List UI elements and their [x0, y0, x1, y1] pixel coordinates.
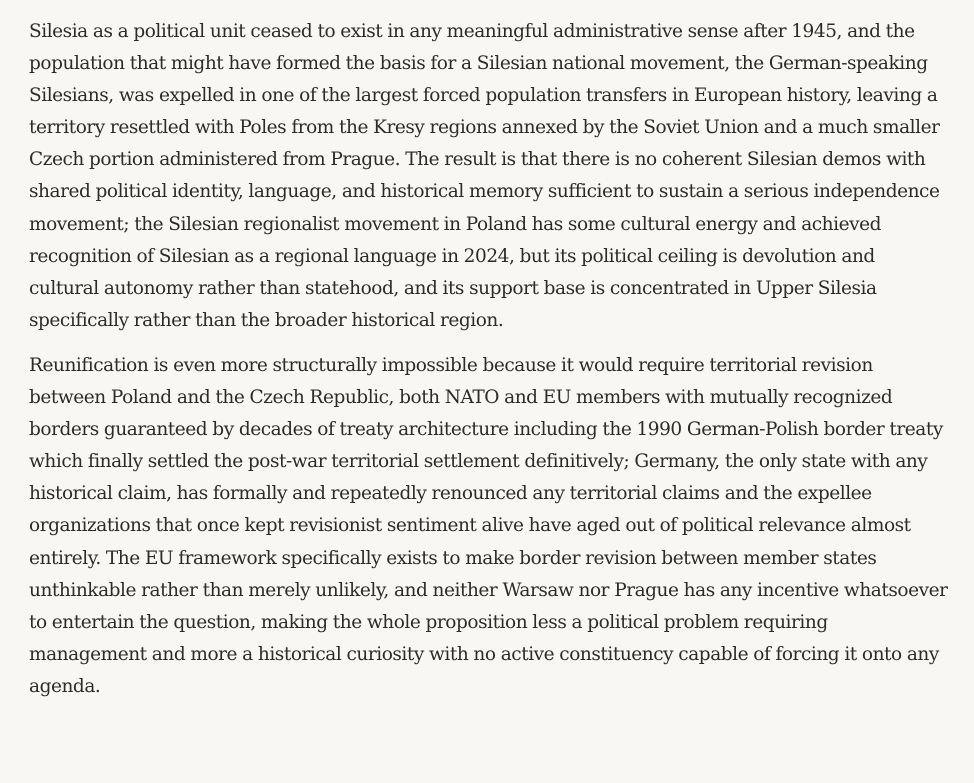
paragraph-reunification: Reunification is even more structurally impossible because it would require territorial revision between Poland and the Czech Republic, both NATO and EU members with mutually recognized borders guaranteed by decades of treaty architecture including the 1990 German-Polish border treaty which finally settled the post-war territorial settlement definitively; Germany, the only state with any historical claim, has formally and repeatedly renounced any territorial claims and the expellee organizations that once kept revisionist sentiment alive have aged out of political relevance almost entirely. The EU framework specifically exists to make border revision between member states unthinkable rather than merely unlikely, and neither Warsaw nor Prague has any incentive whatsoever to entertain the question, making the whole proposition less a political problem requiring management and more a historical curiosity with no active constituency capable of forcing it onto any agenda.	[29, 354, 948, 697]
paragraph-silesia-political-unit: Silesia as a political unit ceased to exist in any meaningful administrative sense after 1945, and the population that might have formed the basis for a Silesian national movement, the German-speaking Silesians, was expelled in one of the largest forced population transfers in European history, leaving a territory resettled with Poles from the Kresy regions annexed by the Soviet Union and a much smaller Czech portion administered from Prague. The result is that there is no coherent Silesian demos with shared political identity, language, and historical memory sufficient to sustain a serious independence movement; the Silesian regionalist movement in Poland has some cultural energy and achieved recognition of Silesian as a regional language in 2024, but its political ceiling is devolution and cultural autonomy rather than statehood, and its support base is concentrated in Upper Silesia specifically rather than the broader historical region.	[29, 21, 940, 331]
